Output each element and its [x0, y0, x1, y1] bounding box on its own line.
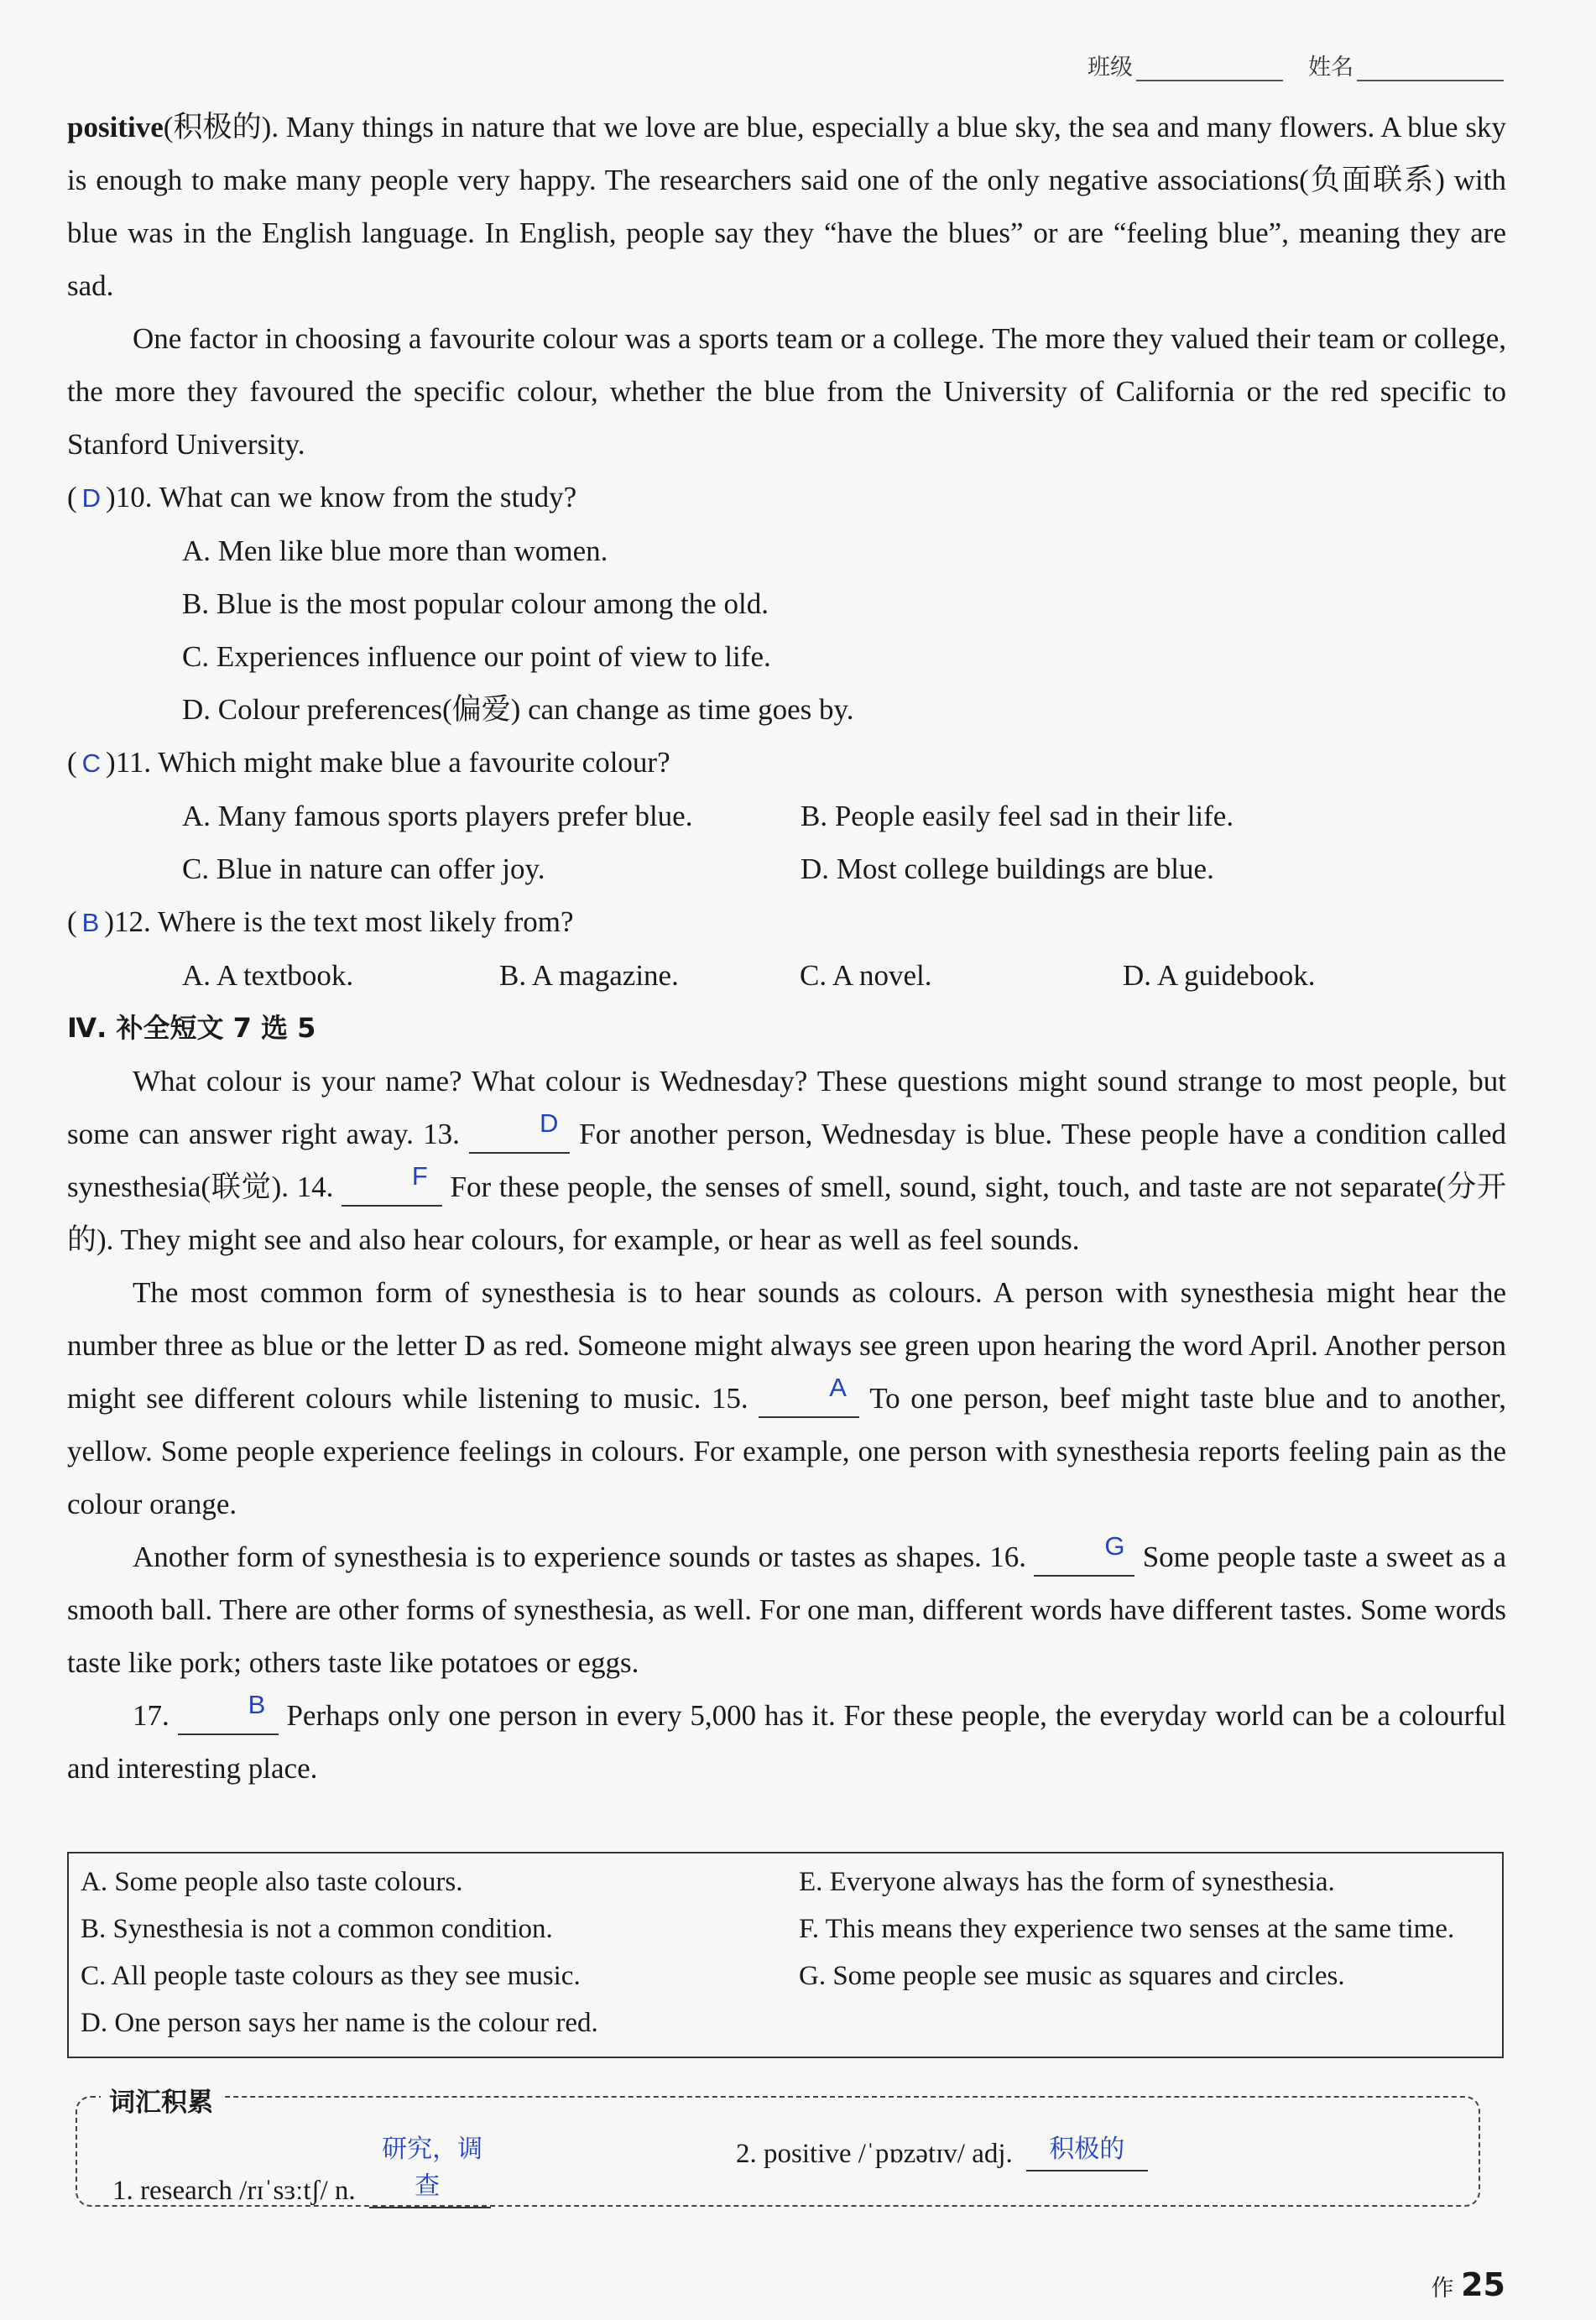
class-field[interactable]: 班级: [1087, 49, 1283, 81]
choice: F. This means they experience two senses at the same time.: [799, 1914, 1455, 1944]
blank-16[interactable]: G: [1034, 1541, 1134, 1577]
blank-13[interactable]: D: [469, 1118, 570, 1154]
option: A. A textbook.: [182, 959, 354, 992]
choice: E. Everyone always has the form of synesthesia.: [799, 1867, 1335, 1897]
options-left: [81, 1859, 777, 2046]
vocab-blank-1[interactable]: 研究，调查: [369, 2133, 491, 2208]
vocabulary-box: [76, 2088, 1480, 2207]
answer-10: D: [81, 483, 102, 513]
option-row: [182, 842, 1506, 895]
vocabulary-title: 词汇积累: [101, 2081, 222, 2119]
option: A. Men like blue more than women.: [182, 534, 608, 567]
section4-paragraph-4: 17. B Perhaps only one person in every 5,000 has it. For these people, the everyday world can be a colourful and interesting place.: [67, 1690, 1506, 1785]
answer-11: C: [81, 748, 102, 778]
option: B. Blue is the most popular colour among the old.: [182, 587, 769, 620]
name-field[interactable]: 姓名: [1308, 49, 1504, 81]
blank-15[interactable]: A: [759, 1382, 859, 1418]
choice: C. All people taste colours as they see music.: [81, 1961, 581, 1991]
paragraph-1: positive(积极的). Many things in nature that we love are blue, especially a blue sky, the sea and many flowers. A blue sky is enough to make many people very happy. The researchers said one of the only negative associations(负面联系) with blue was in the English language. In English, people say they “have the blues” or are “feeling blue”, meaning they are sad.: [67, 111, 1506, 302]
option: C. Blue in nature can offer joy.: [182, 852, 545, 885]
options-box: [67, 1852, 1504, 2058]
choice: G. Some people see music as squares and circles.: [799, 1961, 1345, 1991]
options-right: [799, 1859, 1495, 1999]
vocab-item-2: 2. positive /ˈpɒzətɪv/ adj. 积极的: [736, 2133, 1148, 2171]
blank-14[interactable]: F: [342, 1170, 442, 1207]
blank-17[interactable]: B: [178, 1699, 279, 1735]
paragraph-2: One factor in choosing a favourite colour was a sports team or a college. The more they valued their team or college, the more they favoured the specific colour, whether the blue from the University of California or the red specific to Stanford University.: [67, 322, 1506, 461]
option: D. A guidebook.: [1123, 959, 1316, 992]
option-row: [182, 949, 1506, 1002]
option: C. A novel.: [800, 959, 932, 992]
page-number: 作 25: [1431, 2266, 1505, 2303]
vocab-blank-2[interactable]: 积极的: [1026, 2133, 1148, 2171]
section-title: Ⅳ. 补全短文 7 选 5: [67, 1012, 316, 1044]
option: D. Most college buildings are blue.: [801, 852, 1214, 885]
answer-12: B: [81, 908, 100, 937]
option: A. Many famous sports players prefer blue.: [182, 800, 693, 832]
option: B. A magazine.: [499, 959, 679, 992]
main-content: [67, 101, 1506, 1795]
option: D. Colour preferences(偏爱) can change as time goes by.: [182, 693, 854, 726]
question-10: ( D )10. What can we know from the study?: [67, 481, 577, 514]
vocab-item-1: 1. research /rɪˈsɜːtʃ/ n.研究，调查: [112, 2133, 491, 2208]
header: [1087, 49, 1504, 81]
question-12: ( B )12. Where is the text most likely from?: [67, 905, 574, 938]
choice: B. Synesthesia is not a common condition.: [81, 1914, 553, 1944]
option-row: [182, 790, 1506, 842]
choice: A. Some people also taste colours.: [81, 1867, 463, 1897]
section4-paragraph-1: What colour is your name? What colour is Wednesday? These questions might sound strange to most people, but some can answer right away. 13. D For another person, Wednesday is blue. These people have a condition called synesthesia(联觉). 14. F For these people, the senses of smell, sound, sight, touch, and taste are not separate(分开的). They might see and also hear colours, for example, or hear as well as feel sounds.: [67, 1065, 1507, 1256]
section4-paragraph-2: The most common form of synesthesia is to hear sounds as colours. A person with synesthesia might hear the number three as blue or the letter D as red. Someone might always see green upon hearing the word April. Another person might see different colours while listening to music. 15. A To one person, beef might taste blue and to another, yellow. Some people experience feelings in colours. For example, one person with synesthesia reports feeling pain as the colour orange.: [67, 1276, 1507, 1520]
option: B. People easily feel sad in their life.: [801, 800, 1234, 832]
choice: D. One person says her name is the colour red.: [81, 2008, 598, 2038]
section4-paragraph-3: Another form of synesthesia is to experience sounds or tastes as shapes. 16. G Some people taste a sweet as a smooth ball. There are other forms of synesthesia, as well. For one man, different words have different tastes. Some words taste like pork; others taste like potatoes or eggs.: [67, 1531, 1507, 1679]
question-11: ( C )11. Which might make blue a favourite colour?: [67, 746, 670, 779]
option: C. Experiences influence our point of view to life.: [182, 640, 771, 673]
